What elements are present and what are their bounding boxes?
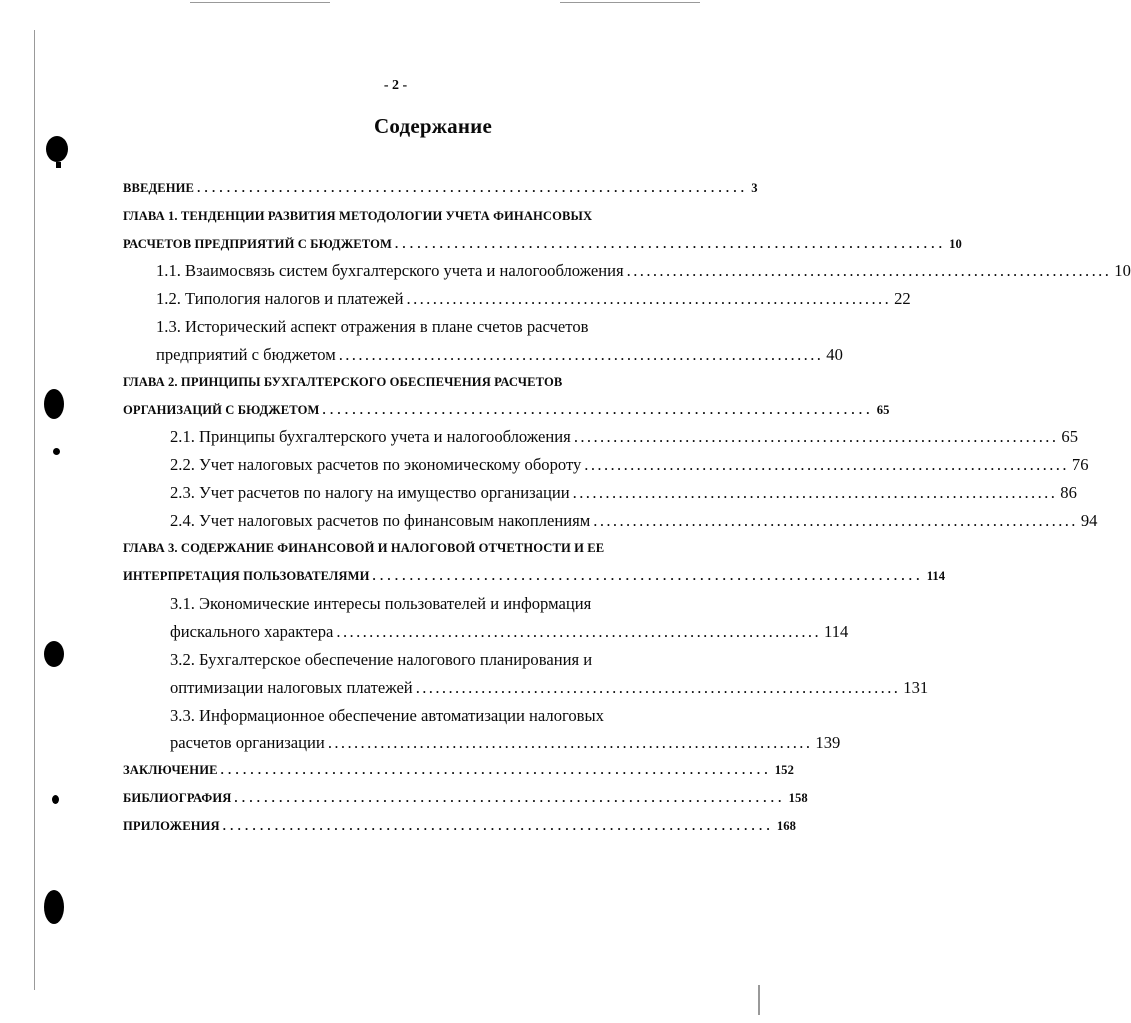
toc-page-number: 114 (824, 622, 849, 641)
toc-leader: .......................................................................... (222, 819, 774, 833)
toc-leader: .......................................................................... (415, 678, 901, 697)
toc-entry-text: 2.1. Принципы бухгалтерского учета и налогообложения (170, 427, 571, 446)
toc-entry-text: 3.2. Бухгалтерское обеспечение налогового планирования и (170, 650, 593, 669)
toc-page-number: 65 (1061, 427, 1078, 446)
toc-leader: .......................................................................... (626, 261, 1112, 280)
toc-entry-text: ИНТЕРПРЕТАЦИЯ ПОЛЬЗОВАТЕЛЯМИ (123, 569, 370, 583)
toc-entry-chapter-1 (123, 209, 592, 224)
toc-page-number: 168 (776, 819, 797, 833)
toc-entry-1-3 (156, 317, 588, 337)
toc-leader: .......................................................................... (336, 622, 822, 641)
toc-leader: .......................................................................... (234, 791, 786, 805)
scan-top-mark (190, 2, 330, 3)
toc-entry-text: 3.1. Экономические интересы пользователей и информация (170, 594, 592, 613)
toc-leader: .......................................................................... (593, 511, 1078, 530)
toc-page-number: 94 (1080, 511, 1098, 530)
toc-entry-text: 2.3. Учет расчетов по налогу на имущество организации (170, 483, 570, 502)
toc-entry-text: предприятий с бюджетом (156, 345, 336, 364)
toc-entry-text: ГЛАВА 2. ПРИНЦИПЫ БУХГАЛТЕРСКОГО ОБЕСПЕЧЕНИЯ РАСЧЕТОВ (123, 375, 563, 389)
toc-entry-chapter-2-cont (123, 403, 890, 418)
toc-entry-text: расчетов организации (170, 733, 325, 752)
scan-speck (56, 162, 61, 168)
toc-leader: .......................................................................... (584, 455, 1069, 474)
toc-page-number: 152 (774, 763, 794, 777)
scan-top-mark (560, 2, 700, 3)
toc-entry-chapter-3-cont (123, 569, 946, 584)
punch-hole-mark (44, 890, 64, 924)
toc-entry-chapter-2 (123, 375, 562, 390)
toc-entry-text: 3.3. Информационное обеспечение автоматизации налоговых (170, 706, 604, 725)
toc-entry-text: оптимизации налоговых платежей (170, 678, 413, 697)
toc-page-number: 10 (1114, 261, 1131, 280)
toc-entry-text: фискального характера (170, 622, 334, 641)
toc-leader: .......................................................................... (406, 289, 892, 308)
toc-leader: .......................................................................... (338, 345, 824, 364)
toc-entry-text: ОРГАНИЗАЦИЙ С БЮДЖЕТОМ (123, 403, 320, 417)
scan-edge-line (34, 30, 35, 990)
toc-entry-2-2 (170, 455, 1089, 475)
toc-page-number: 22 (894, 289, 911, 308)
toc-entry-text: 1.3. Исторический аспект отражения в плане счетов расчетов (156, 317, 589, 336)
toc-entry-2-3 (170, 483, 1077, 503)
toc-entry-2-4 (170, 511, 1098, 531)
toc-page-number: 65 (876, 403, 890, 417)
toc-leader: .......................................................................... (220, 763, 772, 777)
punch-hole-mark (44, 389, 64, 419)
toc-page-number: 158 (788, 791, 808, 805)
scan-edge-line (758, 985, 760, 1015)
toc-entry-text: 2.4. Учет налоговых расчетов по финансовым накоплениям (170, 511, 591, 530)
toc-leader: .......................................................................... (572, 483, 1058, 502)
toc-entry-chapter-3 (123, 541, 604, 556)
toc-entry-appendices (123, 819, 797, 834)
toc-entry-text: 2.2. Учет налоговых расчетов по экономическому обороту (170, 455, 582, 474)
toc-entry-conclusion (123, 763, 794, 778)
toc-leader: .......................................................................... (573, 427, 1059, 446)
toc-page-number: 40 (826, 345, 843, 364)
scan-speck (52, 795, 59, 804)
page-number: - 2 - (383, 78, 408, 93)
toc-entry-3-3-cont (170, 733, 841, 753)
toc-leader: .......................................................................... (322, 403, 874, 417)
toc-entry-text: 1.2. Типология налогов и платежей (156, 289, 404, 308)
scan-speck (53, 448, 60, 455)
toc-entry-1-3-cont (156, 345, 843, 365)
toc-entry-text: ВВЕДЕНИЕ (123, 181, 195, 195)
toc-entry-text: БИБЛИОГРАФИЯ (123, 791, 232, 805)
toc-leader: .......................................................................... (372, 569, 924, 583)
toc-entry-bibliography (123, 791, 808, 806)
toc-entry-text: РАСЧЕТОВ ПРЕДПРИЯТИЙ С БЮДЖЕТОМ (123, 237, 392, 251)
toc-page-number: 86 (1060, 483, 1077, 502)
toc-entry-text: ПРИЛОЖЕНИЯ (123, 819, 220, 833)
toc-entry-2-1 (170, 427, 1078, 447)
toc-entry-1-1 (156, 261, 1131, 281)
toc-page-number: 76 (1071, 455, 1089, 474)
toc-entry-3-2-cont (170, 678, 929, 698)
toc-page-number: 139 (815, 733, 841, 752)
toc-page-number: 10 (949, 237, 962, 251)
toc-page-number: 3 (751, 181, 758, 195)
toc-leader: .......................................................................... (197, 181, 749, 195)
toc-entry-text: ГЛАВА 1. ТЕНДЕНЦИИ РАЗВИТИЯ МЕТОДОЛОГИИ УЧЕТА ФИНАНСОВЫХ (123, 209, 593, 223)
toc-entry-text: 1.1. Взаимосвязь систем бухгалтерского учета и налогообложения (156, 261, 624, 280)
toc-entry-3-1-cont (170, 622, 849, 642)
toc-entry-3-3 (170, 706, 604, 726)
toc-page-number: 131 (903, 678, 929, 697)
toc-entry-intro (123, 181, 758, 196)
toc-entry-3-1 (170, 594, 591, 614)
toc-leader: .......................................................................... (394, 237, 947, 251)
toc-page-number: 114 (926, 569, 946, 583)
toc-entry-chapter-1-cont (123, 237, 962, 252)
toc-entry-text: ЗАКЛЮЧЕНИЕ (123, 763, 218, 777)
toc-entry-3-2 (170, 650, 592, 670)
punch-hole-mark (46, 136, 68, 162)
toc-entry-text: ГЛАВА 3. СОДЕРЖАНИЕ ФИНАНСОВОЙ И НАЛОГОВОЙ ОТЧЕТНОСТИ И ЕЕ (123, 541, 605, 555)
page-title: Содержание (374, 114, 492, 138)
toc-entry-1-2 (156, 289, 911, 309)
punch-hole-mark (44, 641, 64, 667)
toc-leader: .......................................................................... (327, 733, 813, 752)
